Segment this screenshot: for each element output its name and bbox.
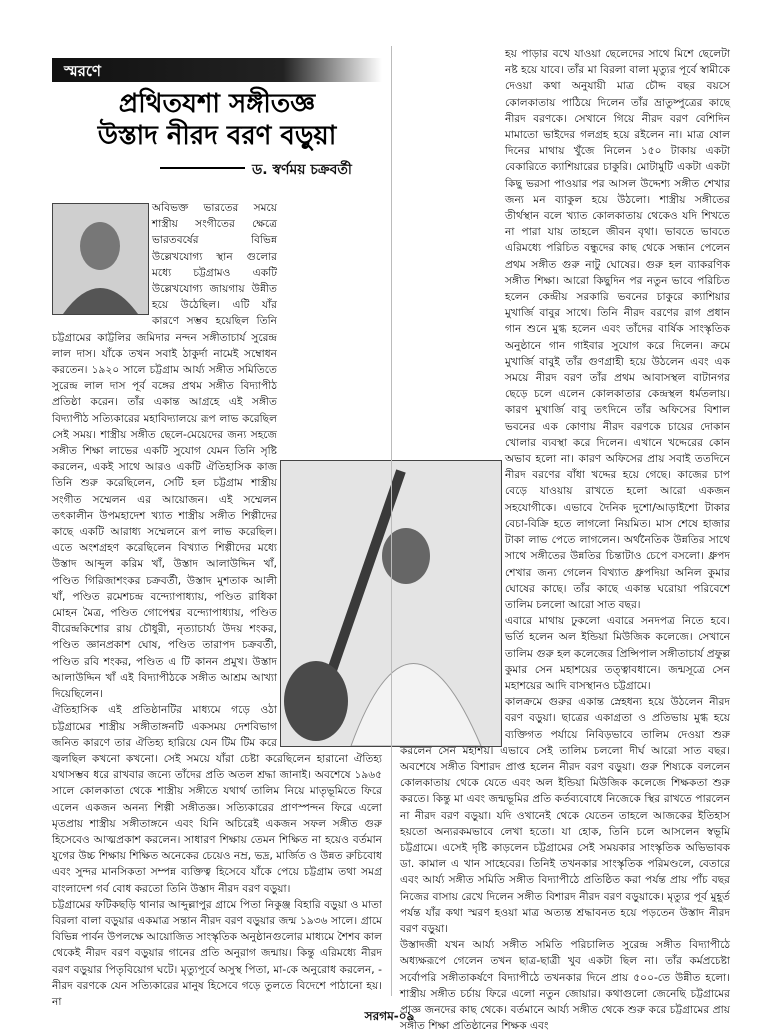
article-paragraph: চট্টগ্রামের ফটিকছড়ি থানার আব্দুল্লাপুর গ্রামে পিতা নিকুঞ্জ বিহারি বড়ুয়া ও মাতা বিরলা বালা বড়ুয়ার একমাত্র সন্তান নীরদ বরণ বড়ুয়ার জন্ম ১৯৩৬ সালে। গ্রামে বিভিন্ন পার্বন উপলক্ষে আয়োজিত সাংস্কৃতিক অনুষ্ঠানগুলোর মাধ্যমে শৈশব কাল থেকেই নীরদ বরণ বড়ুয়ার গানের প্রতি অনুরাগ জন্মায়। কিন্তু এরিমধ্যে নীরদ বরণ বড়ুয়ার পিতৃবিয়োগ ঘটে। মৃত্যুপূর্বে অসুস্থ পিতা, মা-কে অনুরোধ করলেন, - নীরদ বরণকে যেন সত্যিকারের মানুষ হিসেবে গড়ে তুলতে বিদেশে পাঠানো হয়। না	[52, 898, 382, 1008]
article-paragraph: উস্তাদজী যখন আর্য্য সঙ্গীত সমিতি পরিচালিত সুরেন্দ্র সঙ্গীত বিদ্যাপীঠে অধ্যক্ষরূপে গেলেন তখন ছাত্র-ছাত্রী খুব একটা ছিল না। তাঁর কর্মপ্রচেষ্টা সর্বোপরি সঙ্গীতাকর্ষণে বিদ্যাপীঠে তখনকার দিনে প্রায় ৫০০-তে উন্নীত হলো। শাস্ত্রীয় সঙ্গীত চর্চায় ফিরে এলো নতুন জোয়ার। কথাগুলো জেনেছি চট্টগ্রামের প্রাজ্ঞ জনদের কাছ থেকে। বর্তমানে আর্য্য সঙ্গীত থেকে শুরু করে চট্টগ্রামের প্রায় সঙ্গীত শিক্ষা প্রতিষ্ঠানের শিক্ষক এবং	[400, 939, 730, 1033]
section-tag	[52, 58, 382, 82]
left-column	[52, 200, 382, 1010]
article-paragraph: হয় পাড়ার বখে যাওয়া ছেলেদের সাথে মিশে ছেলেটা নষ্ট হয়ে যাবে। তাঁর মা বিরলা বালা মৃত্যুর পূর্বে স্বামীকে দেওয়া কথা অনুযায়ী মাত্র চৌদ্দ বছর বয়সে কোলকাতায় পাঠিয়ে দিলেন তাঁর ভ্রাতুষ্পুত্রের কাছে নীরদ বরণকে। সেখানে গিয়ে নীরদ বরণ বেশিদিন মামাতো ভাইদের গলগ্রহ হয়ে রইলেন না। মাত্র ষোল দিনের মাথায় খুঁজে নিলেন ১৫০ টাকায় একটা বেকারিতে ক্যাশিয়ারের চাকুরি। মোটামুটি একটা একটা কিছু ভরসা পাওয়ার পর আসল উদ্দেশ্য সঙ্গীত শেখার জন্য মন ব্যাকুল হয়ে উঠলো। শাস্ত্রীয় সঙ্গীতের তীর্থস্থান বলে খ্যাত কোলকাতায় থেকেও যদি শিখতে না পারা যায় তাহলে জীবন বৃথা। ভাবতে ভাবতে এরিমধ্যে পরিচিত বন্ধুদের কাছ থেকে সন্ধান পেলেন প্রথম সঙ্গীত গুরু নাটু ঘোষের। গুরু হল ব্যাকরণিক সঙ্গীত শিক্ষা। আরো কিছুদিন পর নতুন ভাবে পরিচিত হলেন কেন্দ্রীয় সরকারি ভবনের চাকুরে ক্যাশিয়ার মুখার্জি বাবুর সাথে। তিনি নীরদ বরণের রাগ প্রধান গান শুনে মুগ্ধ হলেন এবং তাঁদের বার্ষিক সাংস্কৃতিক অনুষ্ঠানে গান গাইবার সুযোগ করে দিলেন। ক্রমে মুখার্জি বাবুই তাঁর গুণগ্রাহী হয়ে উঠলেন এবং এক সময়ে নীরদ বরণ তাঁর প্রথম আবাসস্থল বাটানগর ছেড়ে চলে এলেন কোলকাতার কেন্দ্রস্থল ধর্মতলায়। কারণ মুখার্জি বাবু তৎদিনে তাঁর অফিসের বিশাল ভবনের এক কোণায় নীরদ বরণকে চায়ের দোকান খোলার ব্যবস্থা করে দিলেন। এখানে খদ্দেরের কোন অভাব হলো না। কারণ অফিসের প্রায় সবাই ততদিনে নীরদ বরণের বাঁধা খদ্দের হয়ে গেছে। কাজের চাপ বেড়ে যাওয়ায় রাখতে হলো আরো একজন সহযোগীকে। এভাবে দৈনিক দুশো/আড়াইশো টাকার বেচা-বিক্রি হতে লাগলো নিয়মিত। মাস শেষে হাজার টাকা লাভ পেতে লাগলেন। অর্থনৈতিক উন্নতির সাথে সাথে সঙ্গীতের উন্নতির চিন্তাটাও চেপে বসলো। ধ্রুপদ শেখার জন্য গেলেন বিখ্যাত ধ্রুপদিয়া অনিল কুমার ঘোষের কাছে। তাঁর কাছে একান্ত ঘরোয়া পরিবেশে তালিম চললো আরো সাত বছর।	[505, 48, 730, 611]
right-column	[400, 46, 730, 1034]
byline-rule	[160, 167, 245, 169]
article-paragraph: কালক্রমে গুরুর একান্ত স্নেহধন্য হয়ে উঠলেন নীরদ বরণ বড়ুয়া। ছাত্রের একাগ্রতা ও প্রতিভায় মুগ্ধ হয়ে ব্যক্তিগত পর্যায়ে নিবিড়ভাবে তালিম দেওয়া শুরু করলেন সেন মহাশয়। এভাবে সেই তালিম চললো দীর্ঘ আরো সাত বছর। অবশেষে সঙ্গীত বিশারদ প্রাপ্ত হলেন নীরদ বরণ বড়ুয়া। গুরু শিষ্যকে বললেন কোলকাতায় থেকে যেতে এবং অল ইন্ডিয়া মিউজিক কলেজে শিক্ষকতা শুরু করতে। কিন্তু মা এবং জন্মভূমির প্রতি কর্তব্যবোধে নিজেকে স্থির রাখতে পারলেন না নীরদ বরণ বড়ুয়া। যদি ওখানেই থেকে যেতেন তাহলে আজকের ইতিহাস হয়তো অন্যরকমভাবে লেখা হতো। যা হোক, তিনি চলে আসলেন স্বভূমি চট্টগ্রামে। এসেই দৃষ্টি কাড়লেন চট্টগ্রামের সেই সময়কার সাংস্কৃতিক অভিভাবক ডা. কামাল এ খান সাহেবের। তিনিই তখনকার সাংস্কৃতিক পরিমণ্ডলে, বেতারে এবং আর্য্য সঙ্গীত সমিতি সঙ্গীত বিদ্যাপীঠে প্রতিষ্ঠিত করা পর্যন্ত প্রায় পাঁচ বছর নিজের বাসায় রেখে দিলেন সঙ্গীত বিশারদ নীরদ বরণ বড়ুয়াকে। মৃত্যুর পূর্ব মুহূর্ত পর্যন্ত যাঁর কথা স্মরণ হওয়া মাত্র অত্যন্ত শ্রদ্ধাবনত হয়ে পড়তেন উস্তাদ নীরদ বরণ বড়ুয়া।	[400, 696, 730, 935]
photo-spacer	[277, 455, 382, 745]
portrait-spacer	[52, 200, 152, 318]
byline-author: ড. স্বর্ণময় চক্রবর্তী	[252, 162, 352, 178]
headline-line-2: উস্তাদ নীরদ বরণ বড়ুয়া	[97, 121, 337, 151]
headline-line-1: প্রথিতযশা সঙ্গীতজ্ঞ	[118, 89, 316, 119]
article-paragraph: অবিভক্ত ভারতের সময়ে শাস্ত্রীয় সংগীতের ক্ষেত্রে ভারতবর্ষের বিভিন্ন উল্লেখযোগ্য স্থান গুলোর মধ্যে চট্টগ্রামও একটি উল্লেখযোগ্য জায়গায় উন্নীত হয়ে উঠেছিল। এটি যাঁর কারণে সম্ভব হয়েছিল তিনি চট্টগ্রামের কাট্টলির জমিদার নন্দন সঙ্গীতাচার্য সুরেন্দ্র লাল দাস। যাঁকে তখন সবাই ঠাকুর্দা নামেই সম্বোধন করতেন। ১৯২০ সালে চট্টগ্রাম আর্য্য সঙ্গীত সমিতিতে সুরেন্দ্র লাল দাস পূর্ব বঙ্গের প্রথম সঙ্গীত বিদ্যাপীঠ প্রতিষ্ঠা করেন। তাঁর একান্ত আগ্রহে এই সঙ্গীত বিদ্যাপীঠ সত্যিকারের মহাবিদ্যালয়ে রূপ লাভ করেছিল সেই সময়। শাস্ত্রীয় সঙ্গীত ছেলে-মেয়েদের জন্য সহজে সঙ্গীত শিক্ষা লাভের একটি সুযোগ যেমন তিনি সৃষ্টি করলেন, একই সাথে আরও একটি ঐতিহাসিক কাজ তিনি শুরু করেছিলেন, সেটি হল চট্টগ্রাম শাস্ত্রীয় সংগীত সম্মেলন এর আয়োজন। এই সম্মেলন তৎকালীন উপমহাদেশ খ্যাত শাস্ত্রীয় সঙ্গীত শিল্পীদের কাছে একটি আরাধ্য সম্মেলনে রূপ লাভ করেছিল। এতে অংশগ্রহণ করেছিলেন বিখ্যাত শিল্পীদের মধ্যে উস্তাদ আব্দুল করিম খাঁ, উস্তাদ আলাউদ্দিন খাঁ, পণ্ডিত গিরিজাশংকর চক্রবর্তী, উস্তাদ মুশতাক আলী খাঁ, পণ্ডিত রমেশচন্দ্র বন্দ্যোপাধ্যায়, পণ্ডিত রাধিকা মোহন মৈত্র, পণ্ডিত গোপেশ্বর বন্দ্যোপাধ্যায়, পণ্ডিত বীরেন্দ্রকিশোর রায় চৌধুরী, নৃত্যাচার্য্য উদয় শংকর, পণ্ডিত জ্ঞানপ্রকাশ ঘোষ, পণ্ডিত তারাপদ চক্রবর্তী, পণ্ডিত রবি শংকর, পণ্ডিত এ টি কানন প্রমুখ। উস্তাদ আলাউদ্দিন খাঁ এই বিদ্যাপীঠকে সঙ্গীত আশ্রম আখ্যা দিয়েছিলেন।	[52, 202, 277, 701]
article-paragraph: ঐতিহাসিক এই প্রতিষ্ঠানটির মাধ্যমে গড়ে ওঠা চট্টগ্রামের শাস্ত্রীয় সঙ্গীতাঙ্গনটি একসময় দেশবিভাগ জনিত কারণে তার ঐতিহ্য হারিয়ে যেন টিম টিম করে জ্বলছিল কখনো কখনো। সেই সময়ে যাঁরা চেষ্টা করেছিলেন হারানো ঐতিহ্য যথাসম্ভব ধরে রাখবার জন্যে তাঁদের প্রতি অতল শ্রদ্ধা জানাই। অবশেষে ১৯৬৫ সালে কোলকাতা থেকে শাস্ত্রীয় সঙ্গীতে যথার্থ তালিম নিয়ে মাতৃভূমিতে ফিরে এলেন একজন অনন্য শিল্পী সঙ্গীতজ্ঞ। সত্যিকারের প্রাণস্পন্দন ফিরে এলো মৃতপ্রায় শাস্ত্রীয় সঙ্গীতাঙ্গনে এবং যিনি অচিরেই একজন সফল সঙ্গীত গুরু হিসেবেও আত্মপ্রকাশ করলেন। সাধারণ শিক্ষায় তেমন শিক্ষিত না হয়েও বর্তমান যুগের উচ্চ শিক্ষায় শিক্ষিত অনেকের চেয়েও নম্র, ভদ্র, মার্জিত ও উন্নত রুচিবোধ এবং সুন্দর মানসিকতা সম্পন্ন ব্যক্তিত্ব হিসেবে যাঁকে পেয়ে চট্টগ্রাম তথা সমগ্র বাংলাদেশ গর্ব বোধ করতো তিনি উস্তাদ নীরদ বরণ বড়ুয়া।	[52, 704, 382, 895]
byline	[160, 158, 380, 178]
article-paragraph: এবারে মাথায় ঢুকলো এবারে সনদপত্র নিতে হবে। ভর্তি হলেন অল ইন্ডিয়া মিউজিক কলেজে। সেখানে তালিম গুরু হল কলেজের প্রিন্সিপাল সঙ্গীতাচার্য প্রফুল্ল কুমার সেন মহাশয়ের তত্ত্বাবধানে। জন্মসূত্রে সেন মহাশয়ের আদি বাসস্থানও চট্টগ্রামে।	[505, 615, 730, 692]
photo-spacer	[400, 446, 505, 736]
section-label: স্মরণে	[64, 62, 101, 80]
page-footer: সরগম-০৯	[364, 1009, 415, 1023]
column-divider	[391, 46, 392, 996]
